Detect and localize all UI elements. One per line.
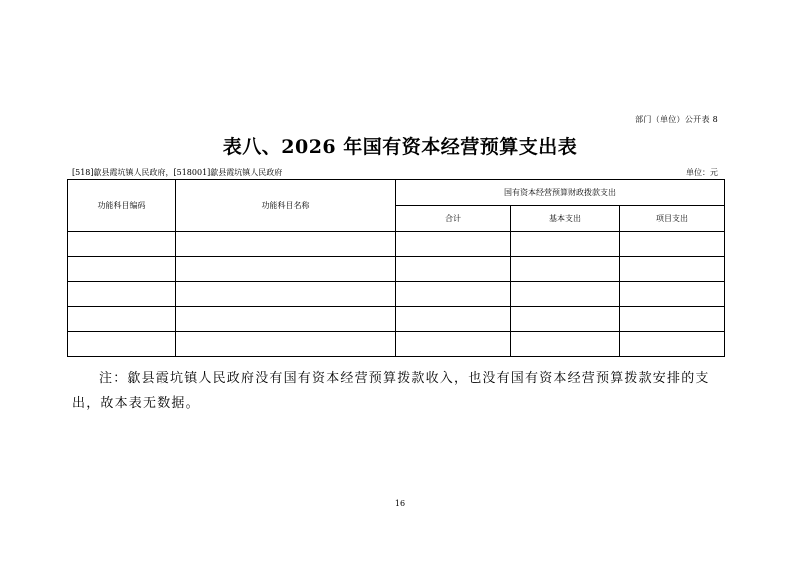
table-cell [620, 257, 725, 282]
table-cell [176, 257, 396, 282]
table-cell [396, 232, 511, 257]
table-cell [68, 232, 176, 257]
table-cell [511, 232, 620, 257]
table-cell [396, 332, 511, 357]
table-cell [176, 282, 396, 307]
table-cell [176, 232, 396, 257]
page-title: 表八、2026 年国有资本经营预算支出表 [222, 136, 578, 158]
header-function-code: 功能科目编码 [68, 180, 176, 232]
table-row [68, 232, 725, 257]
table-cell [176, 332, 396, 357]
table-cell [511, 257, 620, 282]
header-project-expenditure: 项目支出 [620, 206, 725, 232]
dept-table-tag: 部门（单位）公开表 8 [635, 115, 718, 124]
table-cell [68, 257, 176, 282]
header-function-name: 功能科目名称 [176, 180, 396, 232]
table-cell [396, 257, 511, 282]
table-cell [620, 232, 725, 257]
header-total: 合计 [396, 206, 511, 232]
table-cell [620, 282, 725, 307]
table-cell [620, 332, 725, 357]
table-note: 注：歙县霞坑镇人民政府没有国有资本经营预算拨款收入，也没有国有资本经营预算拨款安排的支出，故本表无数据。 [72, 371, 710, 411]
header-basic-expenditure: 基本支出 [511, 206, 620, 232]
table-cell [176, 307, 396, 332]
budget-table [67, 179, 725, 357]
table-cell [511, 332, 620, 357]
table-cell [68, 282, 176, 307]
table-cell [511, 282, 620, 307]
table-cell [396, 307, 511, 332]
page-number: 16 [394, 499, 406, 508]
table-cell [511, 307, 620, 332]
currency-unit: 单位：元 [686, 168, 718, 177]
header-budget-group: 国有资本经营预算财政拨款支出 [396, 180, 725, 206]
table-cell [620, 307, 725, 332]
table-row [68, 282, 725, 307]
table-cell [396, 282, 511, 307]
table-row [68, 307, 725, 332]
table-row [68, 332, 725, 357]
table-row [68, 257, 725, 282]
table-cell [68, 307, 176, 332]
table-cell [68, 332, 176, 357]
unit-name: [518]歙县霞坑镇人民政府，[518001]歙县霞坑镇人民政府 [72, 168, 283, 177]
